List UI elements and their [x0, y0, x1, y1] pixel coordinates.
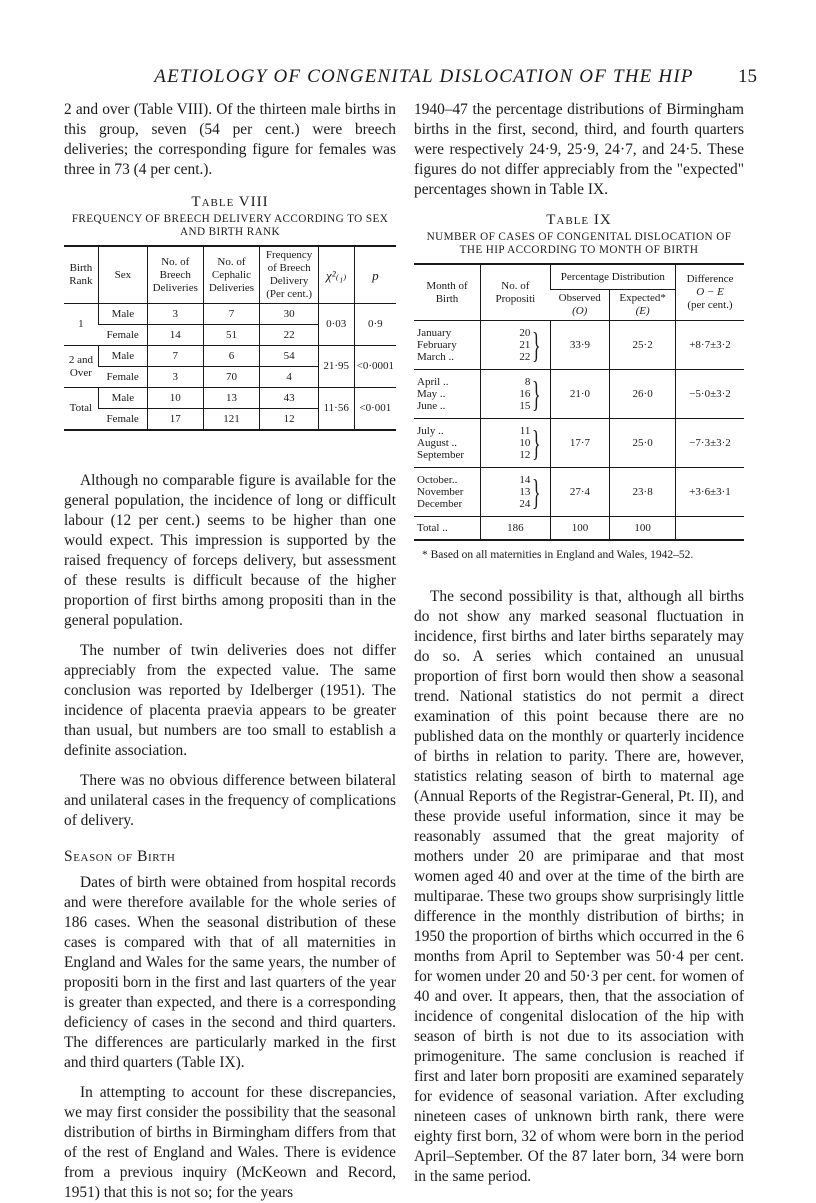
paragraph: The number of twin deliveries does not differ appreciably from the expected value. The same conclusion was reported by Idelberger (1951). The incidence of placenta praevia appears to be greater than usual, but numbers are too small to establish a definite association. — [64, 642, 396, 759]
table-viii — [64, 245, 396, 431]
difference-label: Difference — [686, 273, 734, 285]
table-row — [414, 468, 744, 517]
difference-cell: −7·3±3·2 — [676, 419, 745, 468]
p-value-cell: 0·9 — [354, 304, 396, 346]
header-observed — [550, 290, 610, 321]
months-cell — [414, 370, 481, 419]
frequency-cell: 54 — [260, 346, 319, 367]
months-cell — [414, 468, 481, 517]
paragraph: 2 and over (Table VIII). Of the thirteen male births in this group, seven (54 per cent.) were breech deliveries; the corresponding figure for females was three in 73 (4 per cent.). — [64, 101, 396, 178]
total-observed: 100 — [550, 517, 610, 541]
expected-cell: 25·2 — [610, 321, 676, 370]
months-cell — [414, 419, 481, 468]
sex-cell: Female — [98, 367, 147, 388]
left-column — [64, 100, 396, 1203]
brace-icon: } — [532, 423, 542, 463]
table-row — [414, 321, 744, 370]
table-ix-title: NUMBER OF CASES OF CONGENITAL DISLOCATION OF THE HIP ACCORDING TO MONTH OF BIRTH — [426, 231, 732, 256]
birth-rank-cell: Total — [64, 388, 98, 431]
month-label: February — [417, 339, 457, 351]
chi-square-cell: 11·56 — [318, 388, 354, 431]
cephalic-cell: 70 — [203, 367, 260, 388]
header-cephalic: No. of Cephalic Deliveries — [203, 246, 260, 304]
chi-square-cell: 0·03 — [318, 304, 354, 346]
count-value: 24 — [519, 498, 531, 510]
month-label: November — [417, 486, 464, 498]
months-cell — [414, 321, 481, 370]
paragraph: Although no comparable figure is available for the general population, the incidence of long or difficult labour (12 per cent.) seems to be higher than one would expect. This impression is supported by the raised frequency of forceps delivery, but assessment of these results is difficult because of the higher proportion of first births among propositi than in the general population. — [64, 472, 396, 629]
running-head: AETIOLOGY OF CONGENITAL DISLOCATION OF THE HIP — [154, 66, 694, 87]
header-percentage-distribution: Percentage Distribution — [550, 264, 675, 290]
month-label: January — [417, 327, 452, 339]
cephalic-cell: 7 — [203, 304, 260, 325]
breech-cell: 14 — [147, 325, 203, 346]
total-label: Total .. — [414, 517, 481, 541]
breech-cell: 3 — [147, 304, 203, 325]
difference-cell: +8·7±3·2 — [676, 321, 745, 370]
header-p: p — [354, 246, 396, 304]
frequency-cell: 12 — [260, 409, 319, 431]
count-value: 14 — [519, 474, 531, 486]
sex-cell: Male — [98, 304, 147, 325]
frequency-cell: 4 — [260, 367, 319, 388]
frequency-cell: 43 — [260, 388, 319, 409]
expected-cell: 23·8 — [610, 468, 676, 517]
header-month: Month of Birth — [414, 264, 481, 321]
header-sex: Sex — [98, 246, 147, 304]
expected-cell: 25·0 — [610, 419, 676, 468]
header-propositi: No. of Propositi — [481, 264, 551, 321]
cephalic-cell: 121 — [203, 409, 260, 431]
difference-cell: −5·0±3·2 — [676, 370, 745, 419]
month-label: December — [417, 498, 463, 510]
total-row — [414, 517, 744, 541]
observed-cell: 33·9 — [550, 321, 610, 370]
paragraph: There was no obvious difference between bilateral and unilateral cases in the frequency of complications of delivery. — [64, 772, 396, 829]
cephalic-cell: 13 — [203, 388, 260, 409]
p-value-cell: <0·0001 — [354, 346, 396, 388]
sex-cell: Male — [98, 388, 147, 409]
sex-cell: Female — [98, 409, 147, 431]
sex-cell: Female — [98, 325, 147, 346]
total-difference — [676, 517, 745, 541]
page-number: 15 — [738, 66, 757, 87]
paragraph: In attempting to account for these discrepancies, we may first consider the possibility that the seasonal distribution of births in Birmingham differs from that of the rest of England and Wales. There is evidence from a previous inquiry (McKeown and Record, 1951) that this is not so; for the years — [64, 1084, 396, 1201]
paragraph: The second possibility is that, although all births do not show any marked seasonal fluctuation in incidence, first births and later births separately may do so. A series which contained an unusual proportion of first born would then show a seasonal trend. National statistics do not permit a direct examination of this point because there are no published data on the monthly or quarterly incidence of births in relation to parity. There are, however, statistics relating season of birth to maternal age (Annual Reports of the Registrar-General, Pt. II), and these provide useful information, since it may be reasonably assumed that the great majority of mothers under 20 are primiparae and that most women aged 40 and over at the time of the birth are multiparae. These two groups show surprisingly little difference in the monthly distribution of births; in 1950 the proportion of births which occurred in the 6 months from April to September was 50·4 per cent. for women under 20 and 50·3 per cent. for women of 40 and over. It appears, then, that the association of incidence of congenital dislocation of the hip with season of birth is not due to its association with primogeniture. The same conclusion is reached if first and later born propositi are examined separately for evidence of seasonal variation. After excluding nineteen cases of unknown birth rank, there were eighty first born, 32 of whom were born in the period April–September. Of the 87 later born, 34 were born in the same period. — [414, 588, 744, 1185]
table-ix — [414, 263, 744, 541]
counts-cell — [481, 468, 533, 517]
brace-icon: } — [532, 374, 542, 414]
table-viii-label: Table VIII — [191, 194, 269, 210]
expected-symbol: (E) — [635, 305, 650, 317]
brace-cell — [532, 370, 550, 419]
breech-cell: 7 — [147, 346, 203, 367]
cephalic-cell: 6 — [203, 346, 260, 367]
month-label: July .. — [417, 425, 444, 437]
table-row — [414, 370, 744, 419]
breech-cell: 10 — [147, 388, 203, 409]
observed-symbol: (O) — [572, 305, 588, 317]
observed-cell: 17·7 — [550, 419, 610, 468]
breech-cell: 17 — [147, 409, 203, 431]
month-label: May .. — [417, 388, 446, 400]
header-chi-square: χ²₍₁₎ — [318, 246, 354, 304]
count-value: 20 — [519, 327, 531, 339]
expected-cell: 26·0 — [610, 370, 676, 419]
birth-rank-cell: 2 and Over — [64, 346, 98, 388]
table-viii-title: FREQUENCY OF BREECH DELIVERY ACCORDING TO SEX AND BIRTH RANK — [71, 213, 389, 238]
difference-unit: (per cent.) — [687, 299, 733, 311]
counts-cell — [481, 370, 533, 419]
count-value: 12 — [519, 449, 531, 461]
right-column — [414, 100, 744, 1187]
count-value: 15 — [519, 400, 531, 412]
observed-cell: 27·4 — [550, 468, 610, 517]
header-difference — [676, 264, 745, 321]
p-value-cell: <0·001 — [354, 388, 396, 431]
count-value: 10 — [519, 437, 531, 449]
brace-cell — [532, 321, 550, 370]
counts-cell — [481, 321, 533, 370]
observed-label: Observed — [558, 292, 601, 304]
month-label: March .. — [417, 351, 454, 363]
frequency-cell: 22 — [260, 325, 319, 346]
counts-cell — [481, 419, 533, 468]
brace-cell — [532, 419, 550, 468]
brace-icon: } — [532, 472, 542, 512]
count-value: 13 — [519, 486, 531, 498]
count-value: 8 — [524, 376, 531, 388]
table-ix-label: Table IX — [546, 212, 612, 228]
chi-square-cell: 21·95 — [318, 346, 354, 388]
month-label: September — [417, 449, 465, 461]
birth-rank-cell: 1 — [64, 304, 98, 346]
sex-cell: Male — [98, 346, 147, 367]
header-birth-rank: Birth Rank — [64, 246, 98, 304]
month-label: October.. — [417, 474, 458, 486]
paragraph: Dates of birth were obtained from hospital records and were therefore available for the whole series of 186 cases. When the seasonal distribution of these cases is compared with that of all maternities in England and Wales for the same years, the number of propositi born in the first and last quarters of the year is greater than expected, and there is a corresponding deficiency of cases in the second and third quarters. The differences are particularly marked in the first and third quarters (Table IX). — [64, 874, 396, 1071]
total-expected: 100 — [610, 517, 676, 541]
count-value: 21 — [519, 339, 531, 351]
header-frequency: Frequency of Breech Delivery (Per cent.) — [260, 246, 319, 304]
brace-cell — [532, 468, 550, 517]
observed-cell: 21·0 — [550, 370, 610, 419]
frequency-cell: 30 — [260, 304, 319, 325]
table-row — [414, 419, 744, 468]
count-value: 16 — [519, 388, 531, 400]
count-value: 22 — [519, 351, 531, 363]
month-label: August .. — [417, 437, 458, 449]
month-label: April .. — [417, 376, 449, 388]
count-value: 11 — [519, 425, 531, 437]
total-count: 186 — [481, 517, 551, 541]
table-ix-body — [414, 321, 744, 541]
expected-label: Expected* — [619, 292, 666, 304]
header-breech: No. of Breech Deliveries — [147, 246, 203, 304]
cephalic-cell: 51 — [203, 325, 260, 346]
section-heading: Season of Birth — [64, 848, 176, 865]
breech-cell: 3 — [147, 367, 203, 388]
header-expected — [610, 290, 676, 321]
paragraph: 1940–47 the percentage distributions of Birmingham births in the first, second, third, and fourth quarters were respectively 24·9, 25·9, 24·7, and 24·5. These figures do not differ appreciably from the "expected" percentages shown in Table IX. — [414, 101, 744, 198]
month-label: June .. — [417, 400, 446, 412]
table-ix-footnote: * Based on all maternities in England and Wales, 1942–52. — [422, 549, 694, 561]
difference-cell: +3·6±3·1 — [676, 468, 745, 517]
difference-formula: O − E — [696, 286, 724, 298]
brace-icon: } — [532, 325, 542, 365]
